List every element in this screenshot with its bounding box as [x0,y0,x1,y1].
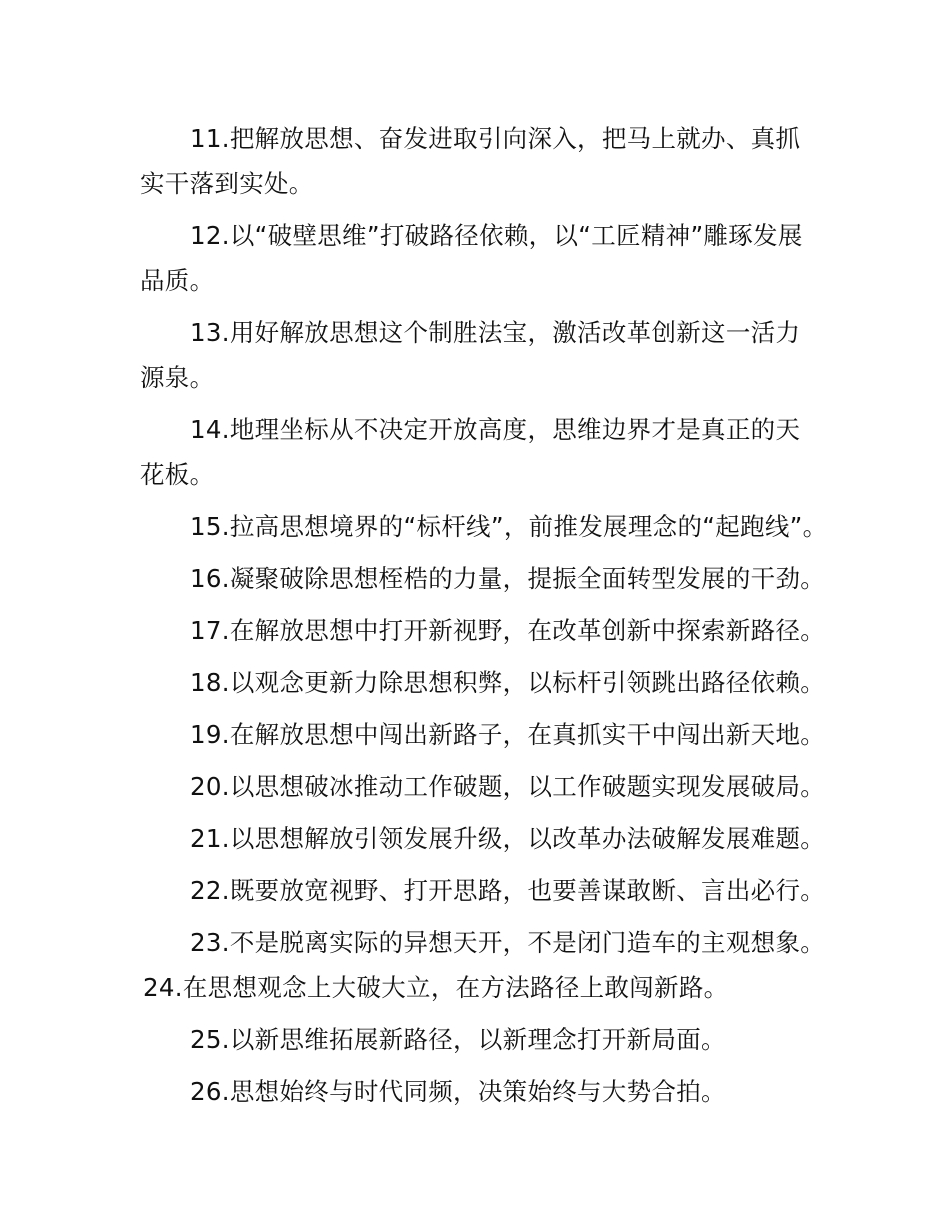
text-line: 17.在解放思想中打开新视野，在改革创新中探索新路径。 [190,616,826,645]
text-line: 15.拉高思想境界的“标杆线”，前推发展理念的“起跑线”。 [190,512,828,541]
paragraph [140,1069,840,1114]
paragraph [140,213,840,303]
text-line: 品质。 [140,266,215,295]
paragraph [140,1017,840,1062]
text-line: 20.以思想破冰推动工作破题，以工作破题实现发展破局。 [190,772,826,801]
document-page [140,116,840,1121]
text-line: 实干落到实处。 [140,169,314,198]
paragraph [140,407,840,497]
text-line: 11.把解放思想、奋发进取引向深入，把马上就办、真抓 [190,124,801,153]
text-line: 12.以“破壁思维”打破路径依赖，以“工匠精神”雕琢发展 [190,221,803,250]
text-line: 19.在解放思想中闯出新路子，在真抓实干中闯出新天地。 [190,720,826,749]
text-line: 16.凝聚破除思想桎梏的力量，提振全面转型发展的干劲。 [190,564,826,593]
paragraph [140,660,840,705]
paragraph [140,310,840,400]
text-line: 22.既要放宽视野、打开思路，也要善谋敢断、言出必行。 [190,876,826,905]
paragraph [140,764,840,809]
paragraph [140,504,840,549]
text-line: 13.用好解放思想这个制胜法宝，激活改革创新这一活力 [190,318,801,347]
text-line: 26.思想始终与时代同频，决策始终与大势合拍。 [190,1077,726,1106]
text-line: 14.地理坐标从不决定开放高度，思维边界才是真正的天 [190,415,801,444]
paragraph [140,712,840,757]
text-line: 21.以思想解放引领发展升级，以改革办法破解发展难题。 [190,824,826,853]
paragraph [140,868,840,913]
text-line: 源泉。 [140,363,215,392]
paragraph [140,116,840,206]
text-line: 花板。 [140,460,215,489]
text-line: 24.在思想观念上大破大立，在方法路径上敢闯新路。 [143,973,729,1002]
paragraph [140,556,840,601]
text-line: 18.以观念更新力除思想积弊，以标杆引领跳出路径依赖。 [190,668,826,697]
paragraph [140,816,840,861]
paragraph [140,608,840,653]
text-line: 23.不是脱离实际的异想天开，不是闭门造车的主观想象。 [190,928,826,957]
paragraph [140,920,840,965]
text-line: 25.以新思维拓展新路径，以新理念打开新局面。 [190,1025,726,1054]
paragraph [140,965,840,1010]
